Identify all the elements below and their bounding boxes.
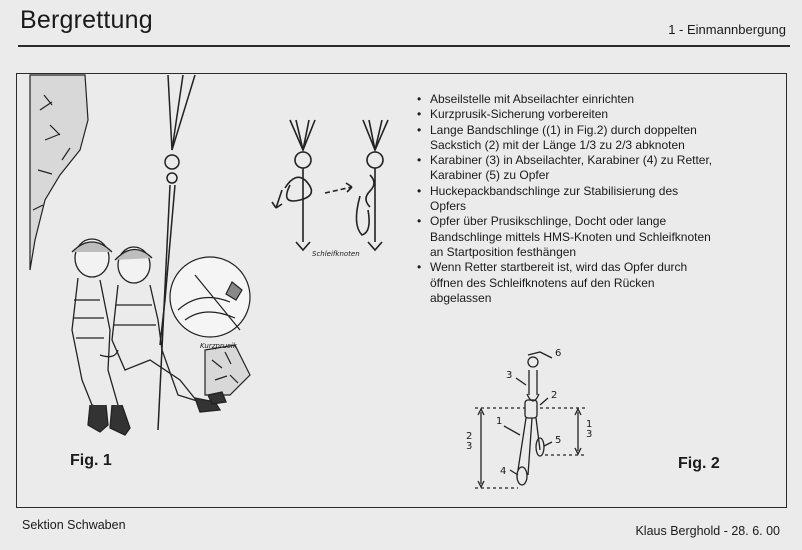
step-item [417,123,717,154]
kurzprusik-inset [170,257,250,337]
bullet-glyph: • [417,214,422,229]
step-item [417,260,717,306]
bullet-glyph: • [417,183,422,198]
step-item [417,184,717,215]
fig2-schematic [475,352,585,488]
bullet-glyph: • [417,153,422,168]
step-item [417,214,717,260]
page-title: Bergrettung [20,6,153,34]
bullet-glyph: • [417,122,422,137]
fraction-denominator: 3 [466,441,473,452]
fraction-denominator: 3 [586,429,593,440]
step-text: Wenn Retter startbereit ist, wird das Opfer durch öffnen des Schleifknotens auf den Rücken abgelassen [430,260,688,305]
step-item [417,107,717,122]
fig2-label-2: 2 [551,390,558,401]
fig2-label-6: 6 [555,348,562,359]
fig2-label: Fig. 2 [678,455,720,472]
step-item [417,92,717,107]
procedure-steps [417,92,717,306]
step-text: Huckepackbandschlinge zur Stabilisierung des Opfers [430,183,679,214]
footer-author-date: Klaus Berghold - 28. 6. 00 [635,524,780,538]
fig1-label: Fig. 1 [70,452,112,469]
fig2-fraction-two-thirds [466,432,472,452]
section-title: 1 - Einmannbergung [668,22,786,37]
step-text: Kurzprusik-Sicherung vorbereiten [430,107,609,122]
schleifknoten-sketch [272,120,388,250]
footer-organization: Sektion Schwaben [22,518,126,532]
anchor-rope [158,75,195,430]
fig2-label-5: 5 [555,435,562,446]
step-item [417,153,717,184]
fig2-label-1: 1 [496,416,503,427]
step-text: Opfer über Prusikschlinge, Docht oder lange Bandschlinge mittels HMS-Knoten und Schleifknoten an Startposition festhängen [430,214,711,259]
fraction-numerator: 1 [586,419,593,430]
bullet-glyph: • [417,92,422,106]
step-text: Karabiner (3) in Abseilachter, Karabiner (4) zu Retter, Karabiner (5) zu Opfer [430,153,713,183]
fig2-label-4: 4 [500,466,507,477]
bullet-glyph: • [417,107,422,122]
step-text: Abseilstelle mit Abseilachter einrichten [430,92,635,106]
kurzprusik-caption: Kurzprusik [200,342,237,350]
fig2-label-3: 3 [506,370,513,381]
schleifknoten-caption: Schleifknoten [312,250,360,258]
step-text: Lange Bandschlinge ((1) in Fig.2) durch doppelten Sackstich (2) mit der Länge 1/3 zu 2/3 abknoten [430,122,697,152]
bullet-glyph: • [417,260,422,275]
fraction-numerator: 2 [466,431,473,442]
fig2-fraction-one-third [586,420,592,440]
